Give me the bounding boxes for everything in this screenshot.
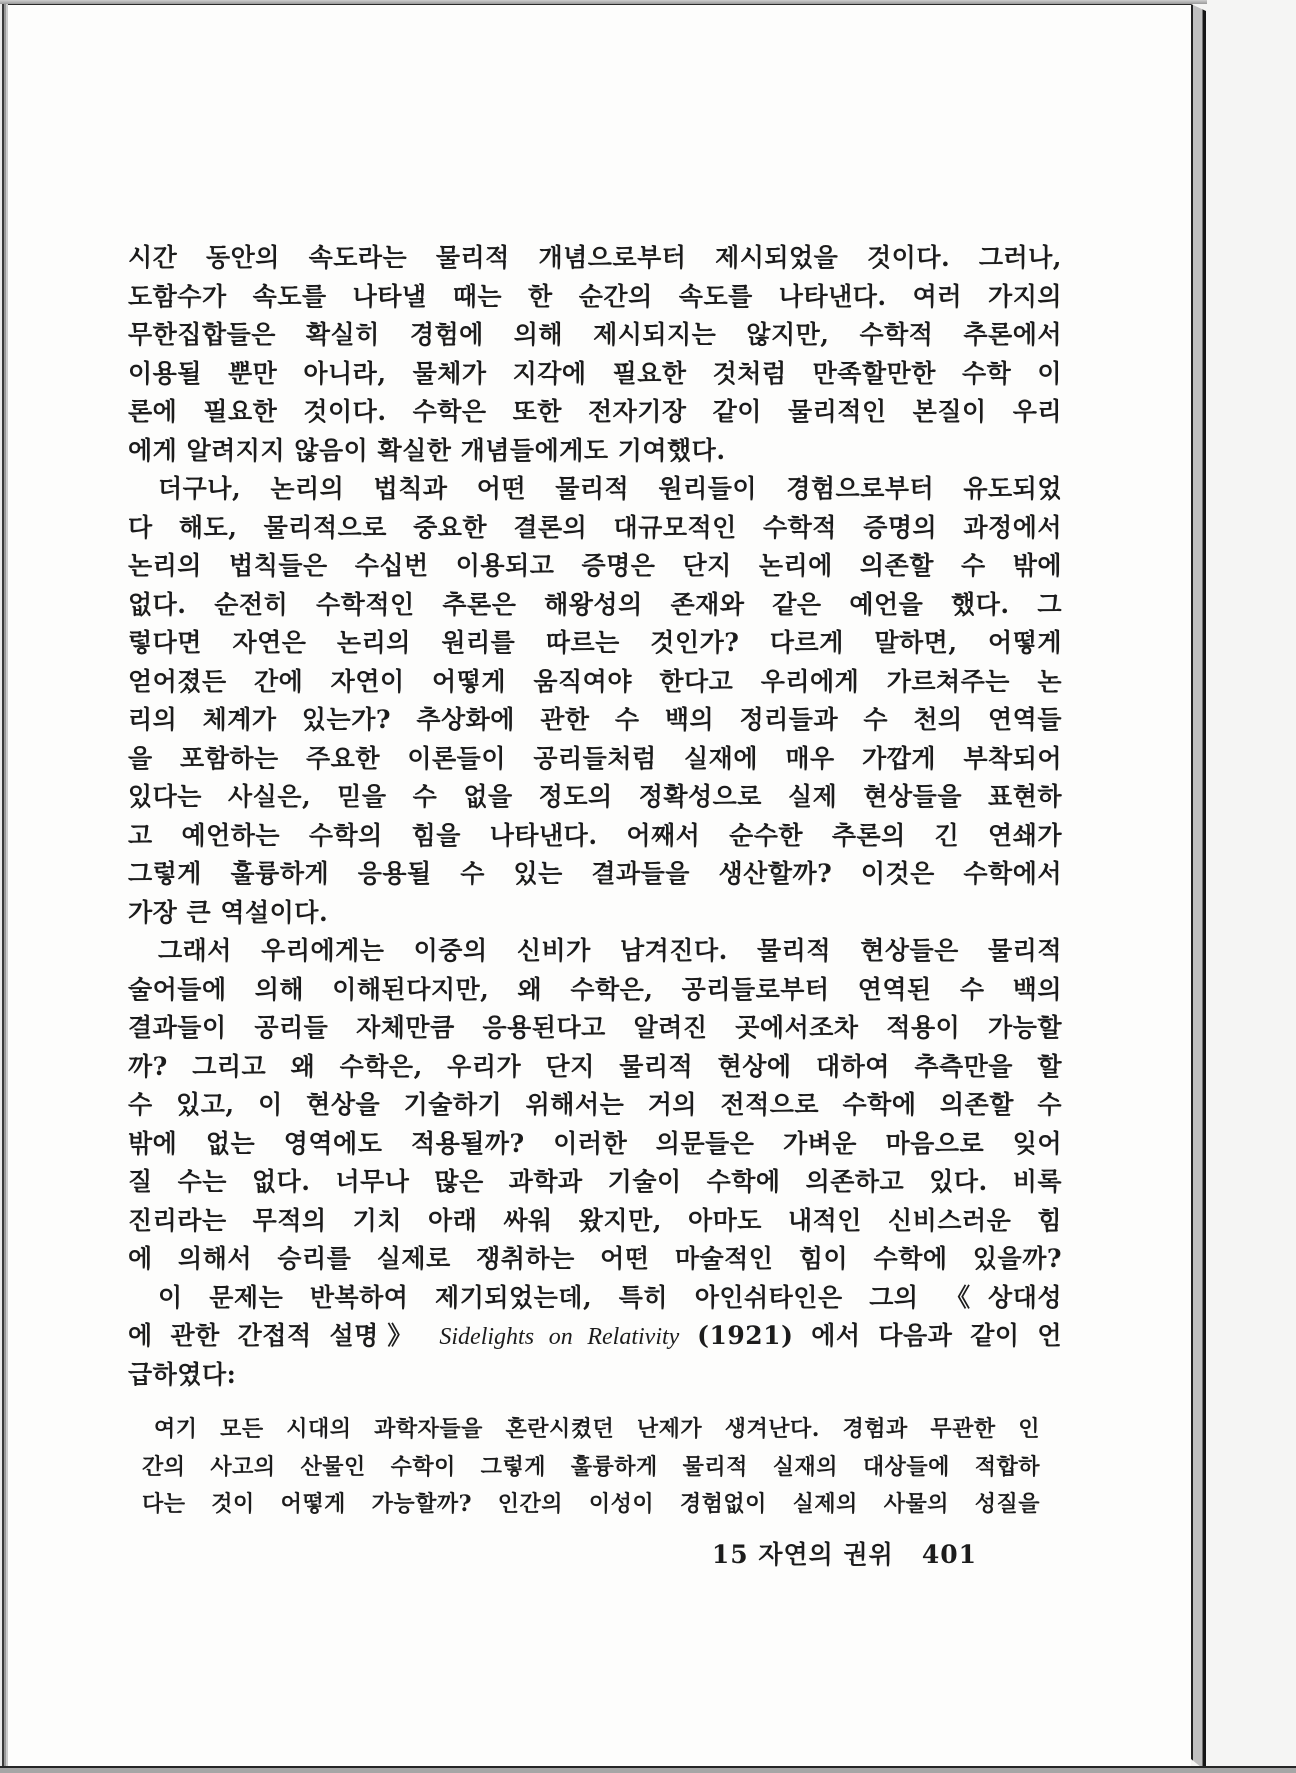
text-line: 있다는 사실은, 믿을 수 없을 정도의 정확성으로 실제 현상들을 표현하	[128, 782, 1062, 811]
paragraph	[128, 239, 1062, 470]
text-line: 시간 동안의 속도라는 물리적 개념으로부터 제시되었을 것이다. 그러나,	[128, 243, 1062, 272]
text-line: 간의 사고의 산물인 수학이 그렇게 훌륭하게 물리적 실재의 대상들에 적합하	[142, 1453, 1040, 1480]
text-line: 에게 알려지지 않음이 확실한 개념들에게도 기여했다.	[128, 435, 726, 465]
text-line: 진리라는 무적의 기치 아래 싸워 왔지만, 아마도 내적인 신비스러운 힘	[128, 1205, 1062, 1235]
text-line: 도함수가 속도를 나타낼 때는 한 순간의 속도를 나타낸다. 여러 가지의	[128, 281, 1062, 311]
text-line	[128, 1317, 1062, 1356]
latin-italic-segment: Sidelights on Relativity	[439, 1324, 680, 1350]
text-line: 이 문제는 반복하여 제기되었는데, 특히 아인쉬타인은 그의 《상대성	[158, 1282, 1062, 1312]
quote-block	[142, 1411, 1040, 1524]
paragraph	[128, 932, 1062, 1279]
text-line: 그렇게 훌륭하게 응용될 수 있는 결과들을 생산할까? 이것은 수학에서	[128, 859, 1062, 888]
text-line: 에 의해서 승리를 실제로 쟁취하는 어떤 마술적인 힘이 수학에 있을까?	[128, 1244, 1062, 1273]
text-line: 여기 모든 시대의 과학자들을 혼란시켰던 난제가 생겨난다. 경험과 무관한 인	[154, 1416, 1040, 1442]
paragraph	[128, 1279, 1062, 1395]
text-line: 무한집합들은 확실히 경험에 의해 제시되지는 않지만, 수학적 추론에서	[128, 320, 1062, 349]
text-line: 다는 것이 어떻게 가능할까? 인간의 이성이 경험없이 실제의 사물의 성질을	[142, 1491, 1040, 1517]
text-line: 그래서 우리에게는 이중의 신비가 남겨진다. 물리적 현상들은 물리적	[158, 936, 1062, 965]
text-line: 다 해도, 물리적으로 중요한 결론의 대규모적인 수학적 증명의 과정에서	[128, 512, 1062, 542]
text-segment: 에 관한 간접적 설명》	[128, 1321, 440, 1350]
page-text	[128, 239, 1062, 1571]
page-left-edge	[0, 4, 8, 1766]
footer-chapter-label: 15 자연의 권위	[711, 1539, 894, 1569]
text-line: 론에 필요한 것이다. 수학은 또한 전자기장 같이 물리적인 본질이 우리	[128, 397, 1062, 426]
scan-edge-bottom	[0, 1766, 1296, 1773]
body-paragraphs	[128, 239, 1062, 1394]
book-page	[8, 4, 1191, 1766]
text-line: 이용될 뿐만 아니라, 물체가 지각에 필요한 것처럼 만족할만한 수학 이	[128, 358, 1062, 388]
text-line: 급하였다:	[128, 1359, 237, 1389]
text-line: 까? 그리고 왜 수학은, 우리가 단지 물리적 현상에 대하여 추측만을 할	[128, 1051, 1062, 1081]
text-line: 질 수는 없다. 너무나 많은 과학과 기술이 수학에 의존하고 있다. 비록	[128, 1167, 1062, 1196]
text-line: 고 예언하는 수학의 힘을 나타낸다. 어째서 순수한 추론의 긴 연쇄가	[128, 820, 1062, 850]
text-line: 밖에 없는 영역에도 적용될까? 이러한 의문들은 가벼운 마음으로 잊어	[128, 1128, 1062, 1158]
text-line: 을 포함하는 주요한 이론들이 공리들처럼 실재에 매우 가깝게 부착되어	[128, 743, 1062, 773]
text-line: 더구나, 논리의 법칙과 어떤 물리적 원리들이 경험으로부터 유도되었	[158, 474, 1062, 503]
text-segment: (1921) 에서 다음과 같이 언	[679, 1321, 1062, 1350]
footer-page-number: 401	[921, 1539, 977, 1569]
text-line: 가장 큰 역설이다.	[128, 897, 329, 927]
text-line: 없다. 순전히 수학적인 추론은 해왕성의 존재와 같은 예언을 했다. 그	[128, 589, 1062, 619]
text-line: 수 있고, 이 현상을 기술하기 위해서는 거의 전적으로 수학에 의존할 수	[128, 1090, 1062, 1119]
page-footer	[128, 1535, 1062, 1571]
text-line: 결과들이 공리들 자체만큼 응용된다고 알려진 곳에서조차 적용이 가능할	[128, 1013, 1062, 1042]
text-line: 술어들에 의해 이해된다지만, 왜 수학은, 공리들로부터 연역된 수 백의	[128, 974, 1062, 1004]
text-line: 렇다면 자연은 논리의 원리를 따르는 것인가? 다르게 말하면, 어떻게	[128, 628, 1062, 657]
text-line: 얻어졌든 간에 자연이 어떻게 움직여야 한다고 우리에게 가르쳐주는 논	[128, 666, 1062, 696]
text-line: 논리의 법칙들은 수십번 이용되고 증명은 단지 논리에 의존할 수 밖에	[128, 551, 1062, 580]
text-line: 리의 체계가 있는가? 추상화에 관한 수 백의 정리들과 수 천의 연역들	[128, 705, 1062, 734]
paragraph	[128, 470, 1062, 932]
page-edge-strip	[1191, 4, 1206, 1767]
